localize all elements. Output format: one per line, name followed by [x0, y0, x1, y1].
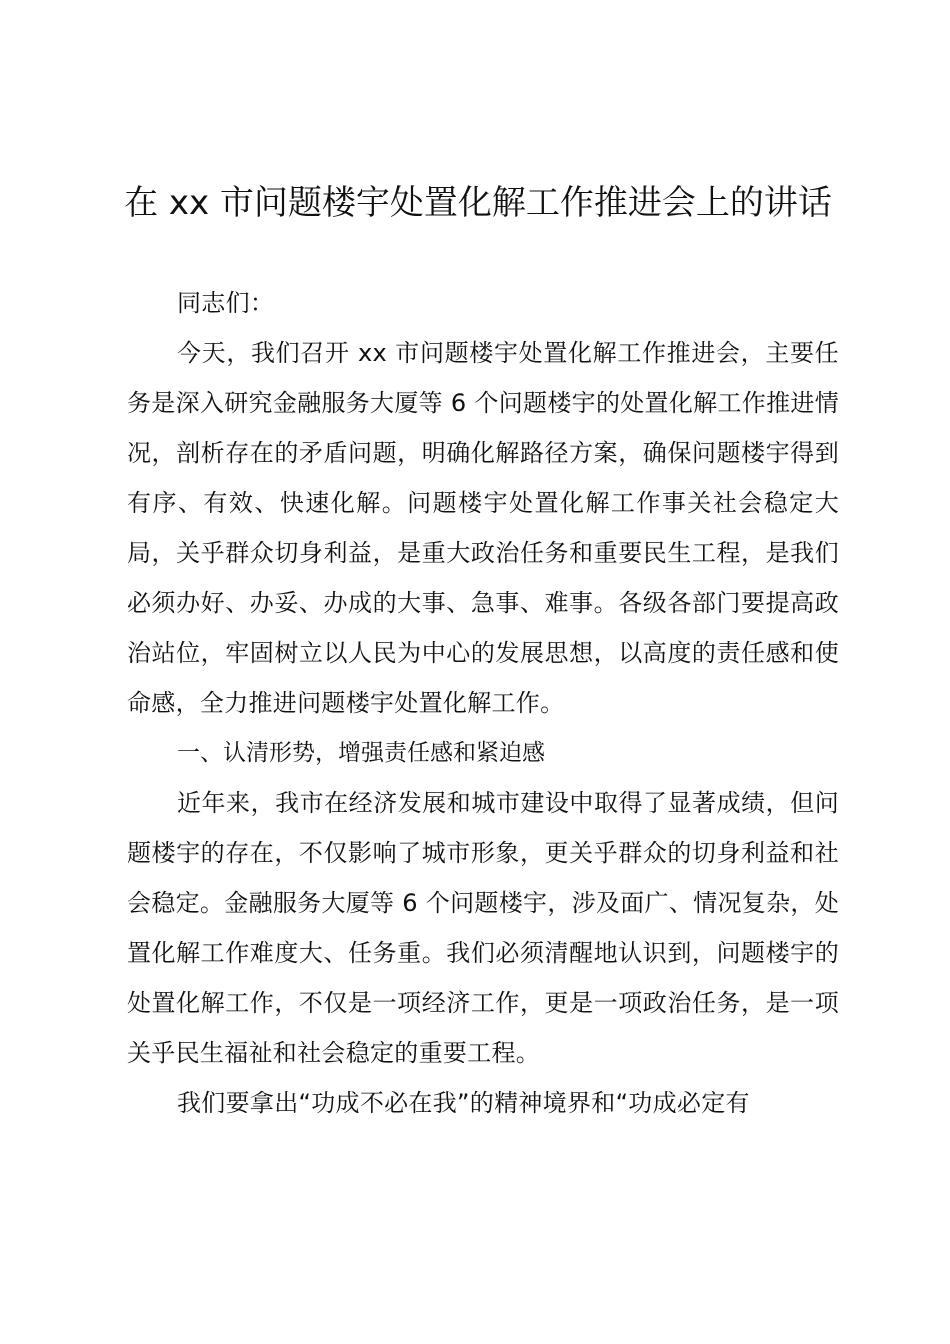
document-body: [127, 278, 839, 1128]
salutation: 同志们：: [177, 289, 275, 317]
section-paragraph-1: 近年来，我市在经济发展和城市建设中取得了显著成绩，但问题楼宇的存在，不仅影响了城市形象，更关乎群众的切身利益和社会稳定。金融服务大厦等 6 个问题楼宇，涉及面广、情况复杂，处置化解工作难度大、任务重。我们必须清醒地认识到，问题楼宇的处置化解工作，不仅是一项经济工作，更是一项政治任务，是一项关乎民生福祉和社会稳定的重要工程。: [127, 789, 839, 1067]
section-heading: 一、认清形势，增强责任感和紧迫感: [177, 740, 545, 766]
section-paragraph-2: 我们要拿出“功成不必在我”的精神境界和“功成必定有: [177, 1089, 750, 1117]
document-title: 在 xx 市问题楼宇处置化解工作推进会上的讲话: [124, 183, 832, 223]
intro-paragraph: 今天，我们召开 xx 市问题楼宇处置化解工作推进会，主要任务是深入研究金融服务大厦等 6 个问题楼宇的处置化解工作推进情况，剖析存在的矛盾问题，明确化解路径方案，确保问题楼宇得到有序、有效、快速化解。问题楼宇处置化解工作事关社会稳定大局，关乎群众切身利益，是重大政治任务和重要民生工程，是我们必须办好、办妥、办成的大事、急事、难事。各级各部门要提高政治站位，牢固树立以人民为中心的发展思想，以高度的责任感和使命感，全力推进问题楼宇处置化解工作。: [127, 339, 839, 717]
